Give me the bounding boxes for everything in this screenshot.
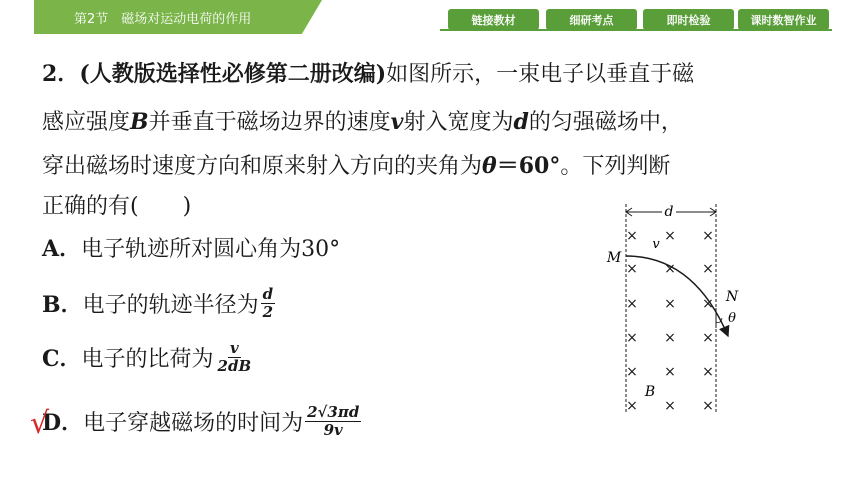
- section-title: 第2节 磁场对运动电荷的作用: [74, 12, 252, 27]
- option-text: 电子轨迹所对圆心角为30°: [81, 236, 341, 262]
- angle-label-theta: θ: [728, 311, 736, 326]
- option-label: A．: [42, 235, 82, 262]
- entry-label-M: M: [606, 250, 622, 266]
- question-text: 穿出磁场时速度方向和原来射入方向的夹角为: [42, 154, 483, 179]
- nav-button-homework[interactable]: 课时数智作业: [738, 9, 829, 30]
- field-crosses: [626, 228, 714, 414]
- cross-mark: ×: [702, 364, 714, 380]
- question-line-1: [42, 60, 694, 89]
- fraction: [216, 340, 254, 375]
- angle-value: ＝60°: [496, 153, 561, 179]
- question-line-2: [42, 108, 683, 137]
- cross-mark: ×: [626, 364, 638, 380]
- cross-mark: ×: [702, 330, 714, 346]
- cross-mark: ×: [702, 261, 714, 277]
- fraction-denominator: 2dB: [217, 356, 252, 375]
- field-label-B: B: [644, 384, 656, 400]
- nav-underline: [440, 29, 832, 31]
- cross-mark: ×: [626, 261, 638, 277]
- width-label: d: [664, 204, 674, 220]
- cross-mark: ×: [626, 296, 638, 312]
- nav-button-instant-check[interactable]: 即时检验: [643, 9, 734, 30]
- top-bar: [0, 0, 860, 34]
- var-theta: θ: [482, 153, 497, 179]
- fraction-denominator: 9v: [323, 420, 343, 439]
- option-label: C．: [42, 345, 82, 372]
- option-text: 电子的轨迹半径为: [82, 292, 259, 318]
- cross-mark: ×: [664, 364, 676, 380]
- var-d: d: [513, 109, 529, 135]
- option-d[interactable]: [42, 396, 361, 446]
- cross-mark: ×: [626, 228, 638, 244]
- question-number: 2．: [42, 61, 80, 87]
- option-text: 电子的比荷为: [81, 346, 214, 372]
- fraction: [305, 404, 361, 439]
- fraction-numerator: 2√3πd: [307, 402, 360, 421]
- cross-mark: ×: [664, 228, 676, 244]
- option-text: 电子穿越磁场的时间为: [83, 410, 304, 436]
- var-B: B: [130, 109, 149, 135]
- question-text: 感应强度: [42, 110, 131, 135]
- option-a[interactable]: [42, 231, 340, 263]
- question-text: 。下列判断: [560, 154, 671, 179]
- answer-check-icon: √: [30, 406, 50, 441]
- option-label: D．: [42, 409, 84, 436]
- fraction-denominator: 2: [262, 302, 274, 321]
- var-v: v: [390, 109, 404, 135]
- question-text: 并垂直于磁场边界的速度: [148, 110, 391, 135]
- nav-button-key-points[interactable]: 细研考点: [546, 9, 637, 30]
- question-line-4: 正确的有( ): [42, 194, 192, 219]
- velocity-label: v: [652, 237, 660, 252]
- fraction-numerator: v: [229, 338, 239, 357]
- option-label: B．: [42, 291, 83, 318]
- cross-mark: ×: [702, 296, 714, 312]
- magnetic-field-diagram: [598, 200, 754, 420]
- cross-mark: ×: [626, 330, 638, 346]
- fraction-numerator: d: [262, 284, 274, 303]
- option-b[interactable]: [42, 280, 275, 326]
- cross-mark: ×: [702, 228, 714, 244]
- cross-mark: ×: [702, 398, 714, 414]
- exit-label-N: N: [725, 289, 739, 305]
- question-text: 的匀强磁场中，: [528, 110, 683, 135]
- cross-mark: ×: [664, 330, 676, 346]
- option-c[interactable]: [42, 334, 253, 380]
- cross-mark: ×: [664, 261, 676, 277]
- cross-mark: ×: [664, 398, 676, 414]
- question-source: (人教版选择性必修第二册改编): [79, 61, 387, 87]
- question-text: 射入宽度为: [403, 110, 514, 135]
- cross-mark: ×: [664, 296, 676, 312]
- question-text: 如图所示，一束电子以垂直于磁: [386, 62, 695, 87]
- question-line-3: [42, 152, 670, 181]
- fraction: [261, 286, 276, 321]
- nav-button-textbook[interactable]: 链接教材: [448, 9, 539, 30]
- cross-mark: ×: [626, 398, 638, 414]
